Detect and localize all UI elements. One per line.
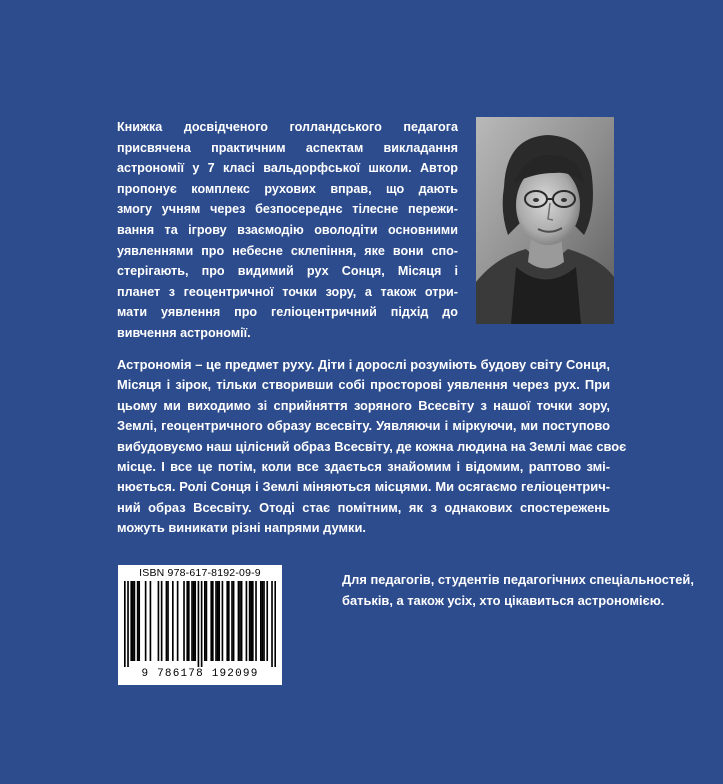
barcode-bar [204,581,206,661]
barcode-bar [222,581,224,661]
barcode-bar [130,581,132,661]
main-line: ний образ Всесвіту. Отоді стає помітним, як з однакових спостережень [117,499,610,515]
barcode-bar [166,581,168,661]
audience-line: батьків, а також усіх, хто цікавиться астрономією. [342,592,665,608]
barcode-bar [238,581,240,661]
barcode-bar [191,581,193,661]
barcode-bar [249,581,251,661]
barcode-bar [233,581,235,661]
barcode-bar [194,581,196,661]
barcode-bar [246,581,248,661]
barcode-bar [158,581,160,661]
barcode-bar [150,581,152,661]
barcode-bars [124,581,276,667]
barcode-bar [250,581,252,661]
isbn-barcode [118,565,282,685]
barcode-bar [201,581,203,667]
intro-line: стерігають, про видимий рух Сонця, Місяця і [117,264,458,279]
audience-line: Для педагогів, студентів педагогічних спеціальностей, [342,572,694,587]
barcode-bar [215,581,217,661]
barcode-bar [252,581,254,661]
author-photo [476,117,614,324]
barcode-bar [255,581,257,661]
barcode-bar [226,581,228,661]
intro-line: астрономії у 7 класі вальдорфської школи. Автор [117,161,458,176]
intro-line: мати уявлення про геліоцентричний підхід до [117,305,458,320]
isbn-digits: 9 786178 192099 [141,668,259,680]
barcode-bar [271,581,273,667]
barcode-bar [188,581,190,661]
author-portrait-image [476,117,614,324]
intro-line: вання та ігрову взаємодію оволодіти основними [117,222,458,237]
intro-line: Книжка досвідченого голландського педагога [117,120,458,134]
main-line: Землі, геоцентричного образу всесвіту. Уявляючи і міркуючи, ми поступово [117,418,610,434]
barcode-bar [186,581,188,661]
barcode-bar [124,581,126,667]
barcode-bar [217,581,219,661]
barcode-bar [228,581,230,661]
barcode-bar [239,581,241,661]
barcode-bar [183,581,185,661]
barcode-bar [177,581,179,661]
barcode-bar [274,581,276,667]
barcode-bar [210,581,212,661]
barcode-bar [260,581,262,661]
intro-paragraph [117,117,458,344]
barcode-bar [266,581,268,661]
main-paragraph [117,355,627,539]
main-line: нюється. Ролі Сонця і Землі міняються місцями. Ми осягаємо геліоцентрич- [117,479,610,495]
barcode-bar [137,581,139,661]
intro-line: уявленнями про небесне склепіння, яке вони спо- [117,243,458,258]
main-line: можуть виникати різні напрями думки. [117,520,367,536]
barcode-bar [193,581,195,661]
barcode-bar [167,581,169,661]
main-line: Місяця і зірок, тільки створивши собі просторові уявлення через рух. При [117,377,610,393]
main-line: вибудовуємо наш цілісний образ Всесвіту, де кожна людина на Землі має своє [117,438,627,454]
barcode-bar [132,581,134,661]
barcode-bar [263,581,265,661]
barcode-bar [262,581,264,661]
barcode-bar [138,581,140,661]
intro-line: планет з геоцентричної точки зору, а також отри- [117,284,458,299]
intro-line: вивчення астрономії. [117,325,251,340]
main-line: Астрономія – це предмет руху. Діти і дорослі розуміють будову світу Сонця, [117,357,610,372]
barcode-bar [198,581,200,667]
main-line: цьому ми виходимо зі сприйняття зоряного Всесвіту з нашої точки зору, [117,397,610,413]
audience-note [342,570,694,611]
barcode-bar [212,581,214,661]
intro-line: присвячена практичним аспектам викладання [117,140,458,155]
intro-line: пропонує комплекс рухових вправ, що дають [117,181,458,196]
barcode-bar [231,581,233,661]
barcode-bar [241,581,243,661]
isbn-label: ISBN 978-617-8192-09-9 [139,567,261,579]
barcode-bar [218,581,220,661]
barcode-bar [134,581,136,661]
barcode-bar [127,581,129,667]
barcode-bar [172,581,174,661]
intro-line: змогу учням через безпосереднє тілесне пережи- [117,202,458,217]
barcode-bar [161,581,163,661]
barcode-bar [206,581,208,661]
main-line: місце. І все це потім, коли все здається знайомим і відомим, раптово змі- [117,459,610,475]
barcode-bar [145,581,147,661]
